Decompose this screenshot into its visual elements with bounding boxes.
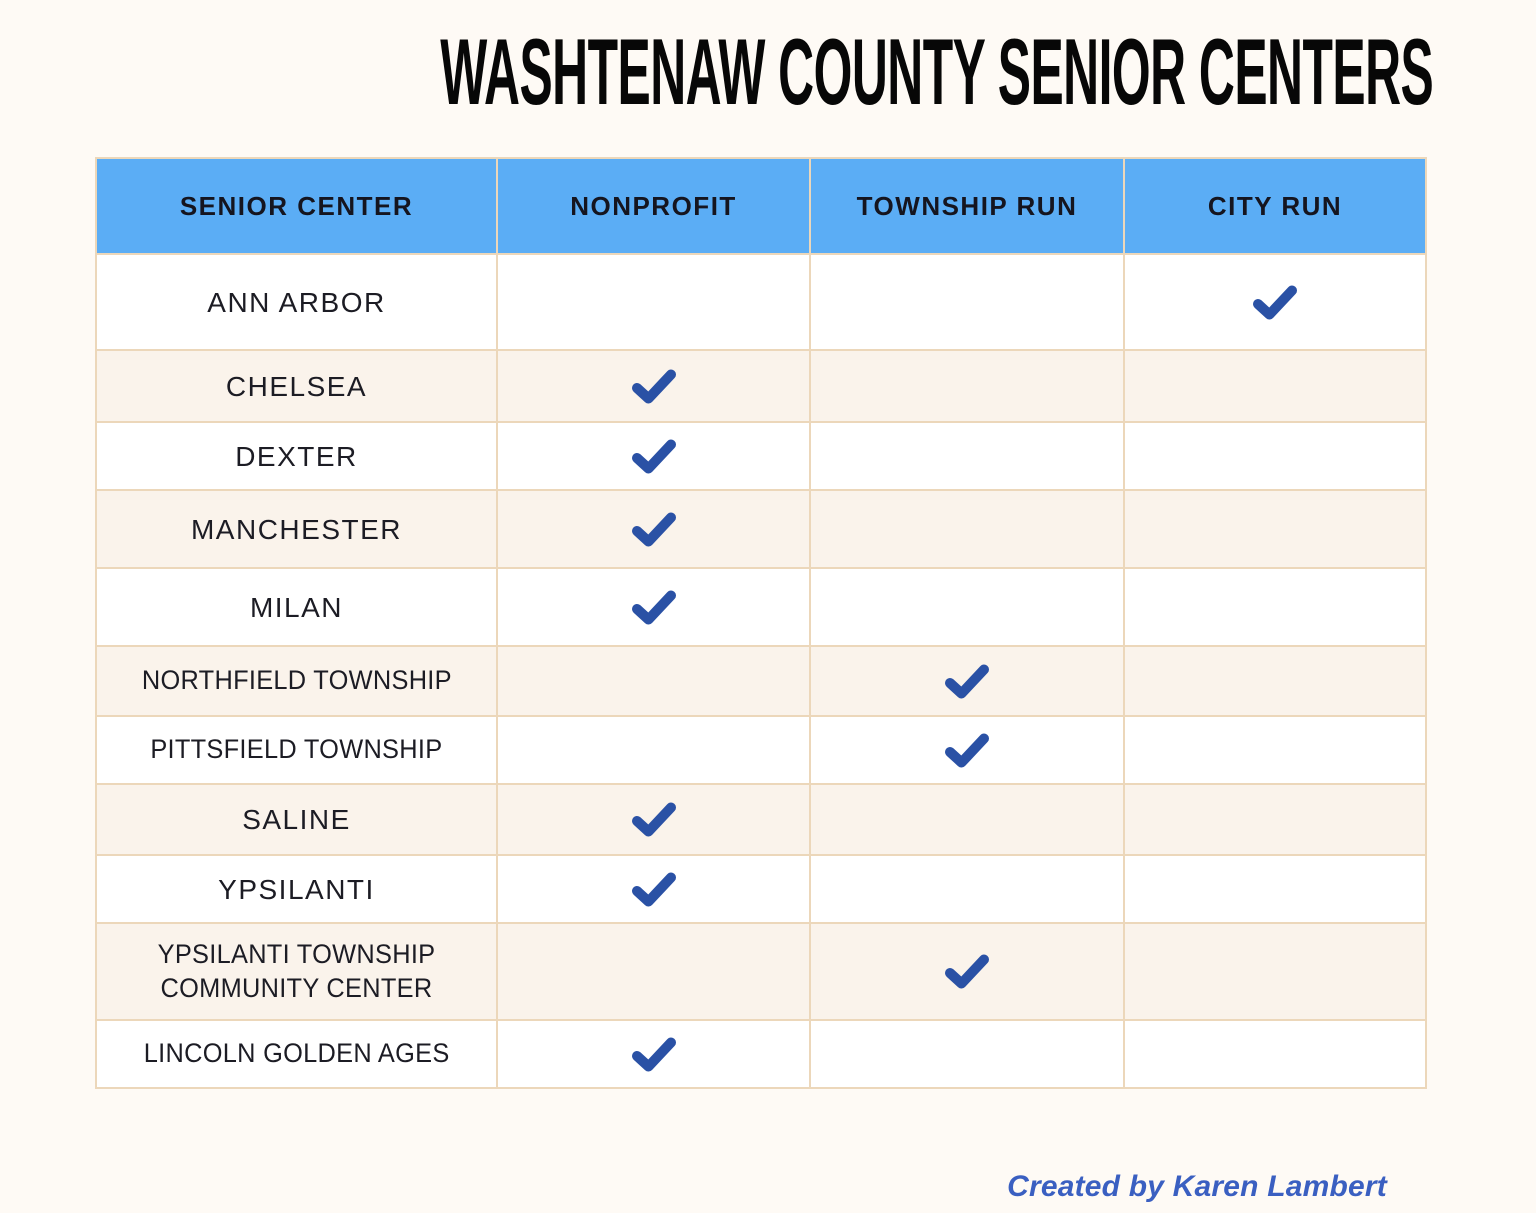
column-header-city-run: CITY RUN — [1123, 159, 1425, 253]
check-icon — [944, 663, 990, 700]
page-title-text: WASHTENAW COUNTY SENIOR CENTERS — [440, 19, 1434, 124]
nonprofit-cell — [496, 924, 809, 1019]
senior-center-name: LINCOLN GOLDEN AGES — [143, 1038, 450, 1069]
township-run-cell — [809, 785, 1123, 854]
nonprofit-cell — [496, 856, 809, 922]
city-run-cell — [1123, 351, 1425, 421]
table-row — [97, 253, 1425, 349]
table-row — [97, 349, 1425, 421]
senior-center-name-cell — [97, 647, 496, 715]
senior-center-name: MANCHESTER — [190, 513, 402, 545]
township-run-cell — [809, 423, 1123, 489]
senior-center-name: SALINE — [242, 804, 351, 835]
senior-center-name: YPSILANTI — [218, 873, 375, 905]
table-row — [97, 645, 1425, 715]
nonprofit-cell — [496, 1021, 809, 1087]
credit-text: Created by Karen Lambert — [1007, 1170, 1387, 1203]
nonprofit-cell — [496, 491, 809, 567]
township-run-cell — [809, 569, 1123, 645]
city-run-cell — [1123, 255, 1425, 349]
senior-center-name-cell — [97, 785, 496, 854]
check-icon — [631, 589, 677, 626]
township-run-cell — [809, 647, 1123, 715]
senior-center-name: DEXTER — [235, 440, 358, 472]
city-run-cell — [1123, 717, 1425, 783]
senior-center-name: NORTHFIELD TOWNSHIP — [141, 665, 452, 696]
table-body — [97, 253, 1425, 1087]
table-row — [97, 922, 1425, 1019]
city-run-cell — [1123, 569, 1425, 645]
check-icon — [631, 368, 677, 405]
column-header-senior-center: SENIOR CENTER — [179, 190, 414, 221]
table-row — [97, 421, 1425, 489]
check-icon — [944, 732, 990, 769]
senior-center-name: PITTSFIELD TOWNSHIP — [150, 734, 443, 765]
nonprofit-cell — [496, 255, 809, 349]
check-icon — [631, 438, 677, 475]
nonprofit-cell — [496, 423, 809, 489]
township-run-cell — [809, 255, 1123, 349]
page-title — [0, 16, 1536, 129]
township-run-cell — [809, 351, 1123, 421]
table-row — [97, 783, 1425, 854]
senior-center-name-cell — [97, 569, 496, 645]
senior-center-name-cell — [97, 924, 496, 1019]
senior-center-name: MILAN — [249, 591, 344, 623]
senior-centers-table — [95, 157, 1427, 1089]
table-row — [97, 715, 1425, 783]
check-icon — [1252, 284, 1298, 321]
nonprofit-cell — [496, 569, 809, 645]
city-run-cell — [1123, 785, 1425, 854]
check-icon — [631, 871, 677, 908]
table-header-row — [97, 159, 1425, 253]
senior-center-name: CHELSEA — [225, 370, 368, 402]
township-run-cell — [809, 924, 1123, 1019]
senior-center-name-cell — [97, 491, 496, 567]
city-run-cell — [1123, 491, 1425, 567]
city-run-cell — [1123, 924, 1425, 1019]
senior-center-name-cell — [97, 717, 496, 783]
city-run-cell — [1123, 647, 1425, 715]
senior-center-name-cell — [97, 856, 496, 922]
check-icon — [631, 1036, 677, 1073]
township-run-cell — [809, 1021, 1123, 1087]
senior-center-name-cell — [97, 255, 496, 349]
table-row — [97, 1019, 1425, 1087]
nonprofit-cell — [496, 647, 809, 715]
nonprofit-cell — [496, 785, 809, 854]
senior-center-name-cell — [97, 351, 496, 421]
city-run-cell — [1123, 423, 1425, 489]
column-header-nonprofit: NONPROFIT — [496, 159, 809, 253]
senior-center-name-cell — [97, 1021, 496, 1087]
table-row — [97, 567, 1425, 645]
table-row — [97, 854, 1425, 922]
nonprofit-cell — [496, 717, 809, 783]
column-header-township-run: TOWNSHIP RUN — [809, 159, 1123, 253]
township-run-cell — [809, 856, 1123, 922]
township-run-cell — [809, 491, 1123, 567]
table-row — [97, 489, 1425, 567]
check-icon — [944, 953, 990, 990]
city-run-cell — [1123, 856, 1425, 922]
senior-center-name-cell — [97, 423, 496, 489]
check-icon — [631, 801, 677, 838]
nonprofit-cell — [496, 351, 809, 421]
city-run-cell — [1123, 1021, 1425, 1087]
township-run-cell — [809, 717, 1123, 783]
senior-center-name: YPSILANTI TOWNSHIP COMMUNITY CENTER — [157, 938, 436, 1003]
check-icon — [631, 511, 677, 548]
senior-center-name: ANN ARBOR — [207, 286, 386, 318]
